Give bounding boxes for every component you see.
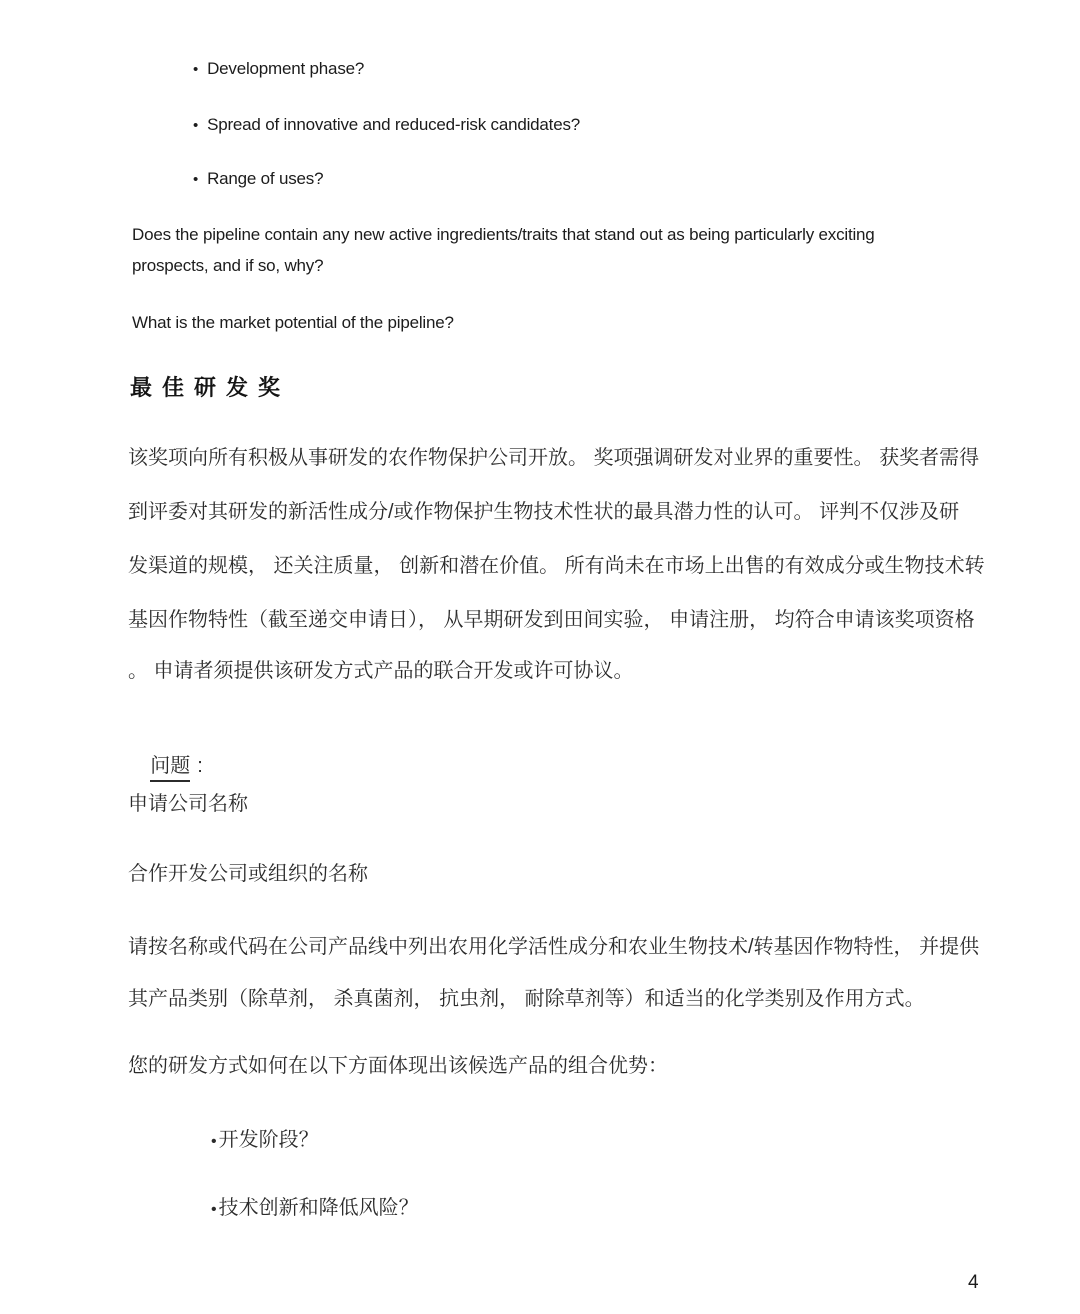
paragraph-line: Does the pipeline contain any new active ingredients/traits that stand out as being particularly exciting bbox=[132, 225, 875, 244]
questions-label-colon: : bbox=[197, 755, 203, 777]
questions-label-text: 问题 bbox=[150, 755, 190, 782]
question-line: 申请公司名称 bbox=[128, 793, 248, 815]
section-heading: 最佳研发奖 bbox=[130, 375, 291, 400]
list-item bbox=[211, 1191, 419, 1220]
bullet-icon: • bbox=[193, 117, 199, 134]
paragraph-line: 该奖项向所有积极从事研发的农作物保护公司开放。 奖项强调研发对业界的重要性。 获奖者需得 bbox=[128, 447, 980, 469]
paragraph-line: 请按名称或代码在公司产品线中列出农用化学活性成分和农业生物技术/转基因作物特性， 并提供 bbox=[128, 936, 980, 958]
question-line: 合作开发公司或组织的名称 bbox=[128, 863, 368, 885]
paragraph-line: 基因作物特性（截至递交申请日）， 从早期研发到田间实验， 申请注册， 均符合申请该奖项资格 bbox=[128, 609, 975, 631]
bullet-icon: • bbox=[193, 61, 199, 78]
list-item bbox=[193, 59, 364, 79]
page-number: 4 bbox=[968, 1272, 979, 1293]
bullet-text: Spread of innovative and reduced-risk candidates? bbox=[207, 115, 581, 134]
paragraph-line: 其产品类别（除草剂， 杀真菌剂， 抗虫剂， 耐除草剂等）和适当的化学类别及作用方式。 bbox=[128, 988, 925, 1010]
bullet-icon: • bbox=[211, 1201, 217, 1218]
bullet-text: Development phase? bbox=[207, 59, 365, 78]
bullet-icon: • bbox=[211, 1133, 217, 1150]
bullet-text: 开发阶段？ bbox=[218, 1129, 319, 1151]
list-item bbox=[193, 169, 323, 189]
list-item bbox=[193, 115, 580, 135]
paragraph-line: 。 申请者须提供该研发方式产品的联合开发或许可协议。 bbox=[128, 660, 634, 682]
question-line: 您的研发方式如何在以下方面体现出该候选产品的组合优势： bbox=[128, 1055, 668, 1077]
bullet-text: Range of uses? bbox=[207, 169, 324, 188]
paragraph-line: 到评委对其研发的新活性成分/或作物保护生物技术性状的最具潜力性的认可。 评判不仅涉及研 bbox=[128, 501, 960, 523]
bullet-text: 技术创新和降低风险？ bbox=[218, 1197, 419, 1219]
list-item bbox=[211, 1123, 319, 1152]
paragraph-line: prospects, and if so, why? bbox=[132, 256, 324, 275]
paragraph-line: 发渠道的规模， 还关注质量， 创新和潜在价值。 所有尚未在市场上出售的有效成分或生物技术转 bbox=[128, 555, 985, 577]
paragraph-line: What is the market potential of the pipeline? bbox=[132, 313, 454, 332]
bullet-icon: • bbox=[193, 171, 199, 188]
